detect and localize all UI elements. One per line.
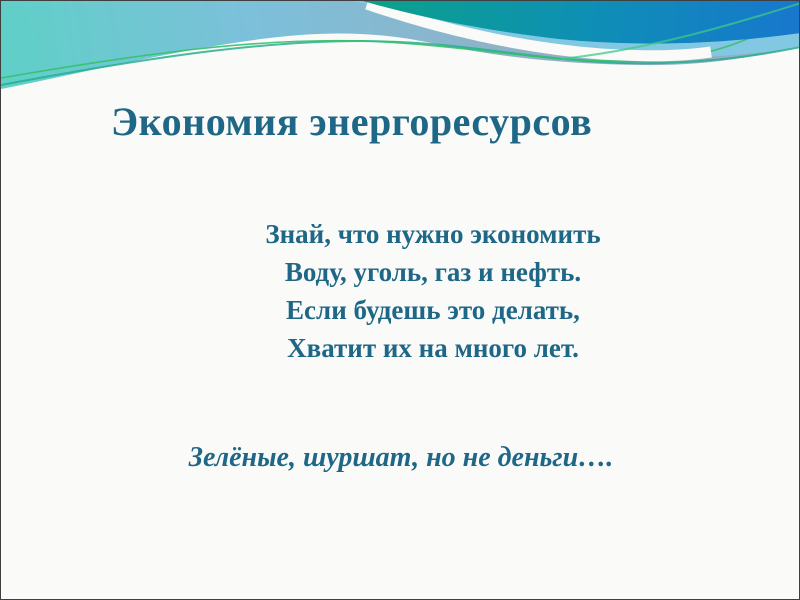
riddle-text: Зелёные, шуршат, но не деньги…. bbox=[188, 442, 614, 473]
poem-line-3: Если будешь это делать, bbox=[286, 295, 580, 325]
poem-block bbox=[219, 215, 647, 367]
slide-title: Экономия энергоресурсов bbox=[111, 99, 593, 144]
wave-decoration bbox=[1, 1, 800, 97]
poem-line-2: Воду, уголь, газ и нефть. bbox=[284, 257, 582, 287]
poem-line-1: Знай, что нужно экономить bbox=[265, 219, 601, 249]
poem-line-4: Хватит их на много лет. bbox=[287, 333, 579, 363]
